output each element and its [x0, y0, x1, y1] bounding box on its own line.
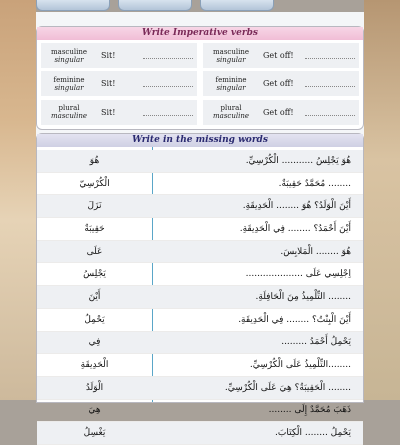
- answer-line[interactable]: [143, 115, 193, 116]
- fill-in-sentence[interactable]: أَيْنَ أَحْمَدُ؟ ........ فِي الْحَدِيقَةِ.: [239, 223, 351, 234]
- label-line-1: masculine: [51, 47, 87, 56]
- imperative-section: [36, 26, 364, 130]
- exercise-row: [37, 377, 363, 400]
- word-bank-item: الْحَدِيقَةِ: [80, 360, 109, 371]
- label-line-2: masculine: [51, 112, 87, 121]
- verb-prompt: Sit!: [101, 79, 116, 89]
- exercise-row: [37, 241, 363, 264]
- label-line-2: masculine: [213, 112, 249, 121]
- missing-words-rows: [37, 150, 363, 445]
- word-bank-item: يَغْسِلُ: [83, 428, 106, 439]
- fill-in-sentence[interactable]: ........ الْحَقِيبَةُ؟ هِيَ عَلَى الْكُرْسِيِّ.: [224, 382, 351, 393]
- exercise-row: [37, 195, 363, 218]
- label-line-1: feminine: [53, 75, 85, 84]
- label-line-2: singular: [54, 83, 84, 92]
- background-left-decor: [0, 0, 36, 400]
- exercise-row: [37, 422, 363, 445]
- label-line-2: singular: [216, 83, 246, 92]
- answer-line[interactable]: [143, 58, 193, 59]
- answer-line[interactable]: [305, 58, 355, 59]
- background-right-decor: [364, 0, 400, 400]
- fill-in-sentence[interactable]: هُوَ يَجْلِسُ ........... الْكُرْسِيِّ.: [245, 155, 351, 166]
- exercise-row: [37, 400, 363, 423]
- label-line-1: plural: [220, 104, 242, 113]
- answer-line[interactable]: [305, 115, 355, 116]
- fill-in-sentence[interactable]: يَحْمِلُ أَحْمَدُ .........: [281, 337, 351, 348]
- verb-prompt: Get off!: [263, 79, 294, 89]
- imperative-cell: [41, 71, 197, 96]
- gender-number-label: [203, 76, 259, 92]
- verb-prompt: Sit!: [101, 107, 116, 117]
- exercise-row: [37, 150, 363, 173]
- worksheet: [36, 12, 364, 439]
- answer-line[interactable]: [143, 86, 193, 87]
- tab-3[interactable]: [200, 0, 274, 11]
- missing-words-section: [36, 133, 364, 439]
- label-line-2: singular: [54, 55, 84, 64]
- exercise-row: [37, 263, 363, 286]
- gender-number-label: [41, 48, 97, 64]
- label-line-1: feminine: [215, 75, 247, 84]
- verb-prompt: Sit!: [101, 51, 116, 60]
- answer-line[interactable]: [305, 86, 355, 87]
- exercise-row: [37, 218, 363, 241]
- label-line-2: singular: [216, 55, 246, 64]
- fill-in-sentence[interactable]: أَيْنَ الْبِنْتُ؟ ........ فِي الْحَدِيقَةِ.: [238, 314, 351, 325]
- exercise-row: [37, 309, 363, 332]
- word-bank-item: يَحْمِلُ: [84, 314, 105, 325]
- fill-in-sentence[interactable]: اِجْلِسِي عَلَى ....................: [245, 269, 351, 280]
- fill-in-sentence[interactable]: هُوَ ........ الْمَلابِسَ.: [280, 246, 351, 257]
- gender-number-label: [203, 104, 259, 120]
- tab-1[interactable]: [36, 0, 110, 11]
- word-bank-item: يَجْلِسُ: [83, 269, 106, 280]
- word-bank-item: هِيَ: [88, 405, 101, 416]
- word-bank-item: عَلَى: [86, 246, 103, 257]
- imperative-cell: [41, 100, 197, 125]
- gender-number-label: [41, 76, 97, 92]
- imperative-grid: [41, 43, 359, 125]
- fill-in-sentence[interactable]: ........ مُحَمَّدٌ حَقِيبَةٌ.: [278, 178, 351, 189]
- exercise-row: [37, 332, 363, 355]
- exercise-row: [37, 354, 363, 377]
- fill-in-sentence[interactable]: ........ التِّلْمِيذُ مِنَ الْحَافِلَةِ.: [255, 291, 351, 302]
- word-bank-item: أَيْنَ: [88, 291, 101, 302]
- imperative-cell: [41, 43, 197, 68]
- word-bank-item: الْوَلَدُ: [85, 382, 104, 393]
- fill-in-sentence[interactable]: ذَهَبَ مُحَمَّدٌ إِلَى ........: [268, 405, 351, 416]
- exercise-row: [37, 286, 363, 309]
- fill-in-sentence[interactable]: أَيْنَ الْوَلَدُ؟ هُوَ ........ الْحَدِيقَةِ.: [242, 201, 351, 212]
- gender-number-label: [41, 104, 97, 120]
- word-bank-item: حَقِيبَةٌ: [84, 223, 105, 234]
- imperative-cell: [203, 43, 359, 68]
- fill-in-sentence[interactable]: يَحْمِلُ ........ الْكِتَابَ.: [275, 428, 351, 439]
- word-bank-item: الْكُرْسِيّ: [79, 178, 110, 189]
- top-tabs: [36, 0, 274, 12]
- gender-number-label: [203, 48, 259, 64]
- verb-prompt: Get off!: [263, 107, 294, 117]
- tab-2[interactable]: [118, 0, 192, 11]
- word-bank-item: فِي: [88, 337, 101, 348]
- label-line-1: masculine: [213, 47, 249, 56]
- fill-in-sentence[interactable]: ........التِّلْمِيذُ عَلَى الْكُرْسِيِّ.: [249, 360, 351, 371]
- word-bank-item: هُوَ: [89, 155, 100, 166]
- verb-prompt: Get off!: [263, 51, 294, 60]
- label-line-1: plural: [58, 104, 80, 113]
- imperative-cell: [203, 100, 359, 125]
- word-bank-item: نَزَلَ: [87, 201, 102, 212]
- imperative-cell: [203, 71, 359, 96]
- imperative-title: Write Imperative verbs: [37, 27, 363, 40]
- exercise-row: [37, 173, 363, 196]
- missing-words-title: Write in the missing words: [37, 134, 363, 147]
